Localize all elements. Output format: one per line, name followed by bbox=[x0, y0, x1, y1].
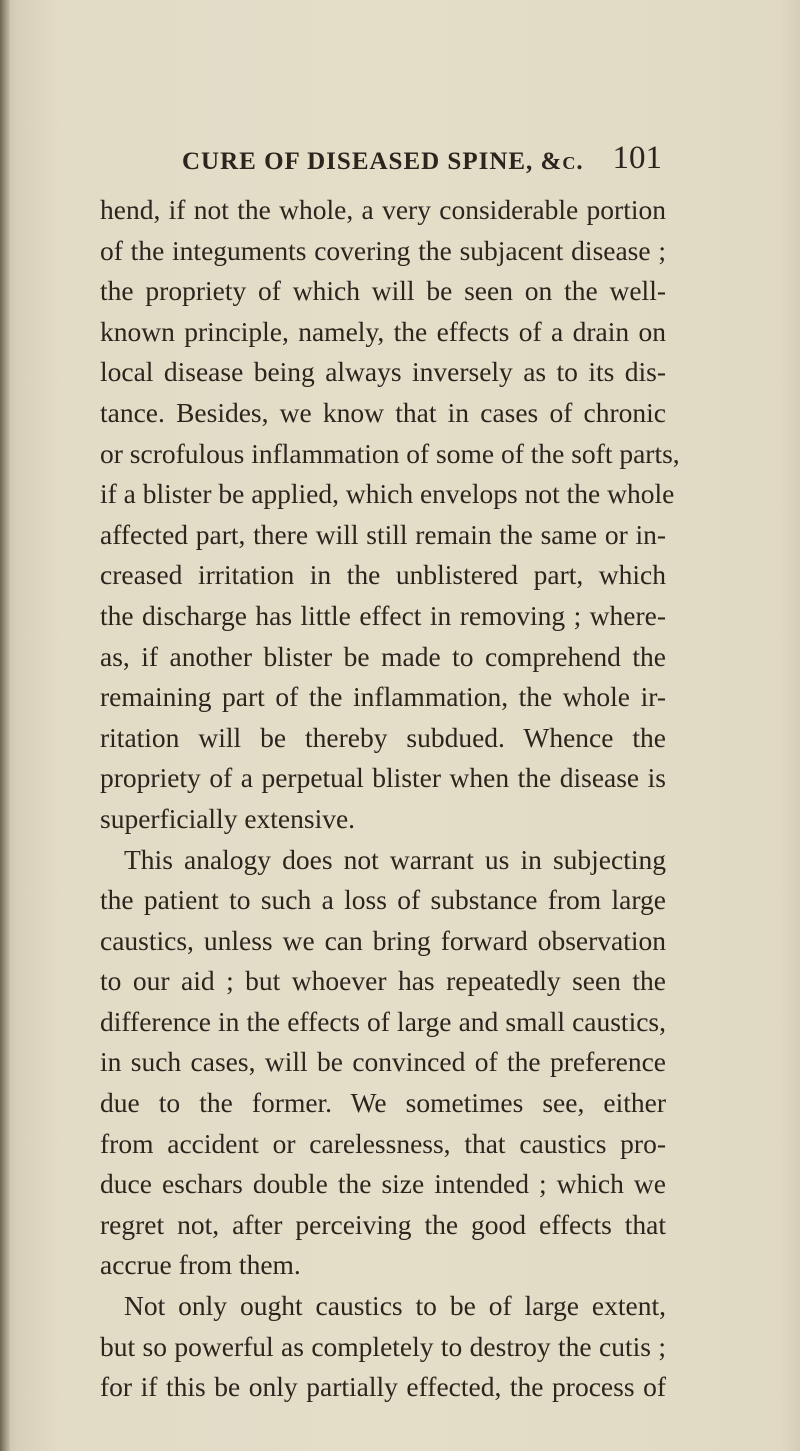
text-line: ritation will be thereby subdued. Whence the bbox=[100, 721, 666, 753]
text-line-paragraph-start: This analogy does not warrant us in subjecting bbox=[124, 843, 666, 875]
text-line: remaining part of the inflammation, the whole ir- bbox=[100, 681, 666, 713]
text-line: due to the former. We sometimes see, either bbox=[100, 1087, 666, 1119]
text-line: from accident or carelessness, that caustics pro- bbox=[100, 1127, 666, 1159]
body-text bbox=[100, 190, 680, 1408]
text-line: for if this be only partially effected, the process of bbox=[100, 1371, 666, 1403]
page-header bbox=[182, 140, 662, 180]
text-line: regret not, after perceiving the good effects that bbox=[100, 1208, 666, 1240]
text-line: affected part, there will still remain the same or in- bbox=[100, 518, 666, 550]
text-line: caustics, unless we can bring forward observation bbox=[100, 924, 666, 956]
text-line: to our aid ; but whoever has repeatedly seen the bbox=[100, 965, 666, 997]
text-line: the propriety of which will be seen on the well- bbox=[100, 275, 666, 307]
text-line-paragraph-end: accrue from them. bbox=[100, 1249, 301, 1281]
text-line: duce eschars double the size intended ; which we bbox=[100, 1168, 666, 1200]
text-line: but so powerful as completely to destroy the cutis ; bbox=[100, 1330, 666, 1362]
text-line-paragraph-start: Not only ought caustics to be of large extent, bbox=[124, 1290, 666, 1322]
text-line: of the integuments covering the subjacent disease ; bbox=[100, 234, 666, 266]
text-line-paragraph-end: superficially extensive. bbox=[100, 802, 356, 834]
text-line: if a blister be applied, which envelops not the whole bbox=[100, 478, 675, 510]
text-line: propriety of a perpetual blister when the disease is bbox=[100, 762, 666, 794]
text-line: tance. Besides, we know that in cases of chronic bbox=[100, 396, 666, 428]
page-number: 101 bbox=[612, 140, 662, 176]
text-line: local disease being always inversely as to its dis- bbox=[100, 356, 666, 388]
text-line: or scrofulous inflammation of some of the soft parts, bbox=[100, 437, 680, 469]
text-line: as, if another blister be made to comprehend the bbox=[100, 640, 666, 672]
text-line: in such cases, will be convinced of the preference bbox=[100, 1046, 666, 1078]
running-head: CURE OF DISEASED SPINE, &c. bbox=[182, 148, 584, 175]
page-binding-edge bbox=[0, 0, 10, 1451]
text-line: known principle, namely, the effects of a drain on bbox=[100, 315, 666, 347]
text-line: difference in the effects of large and small caustics, bbox=[100, 1005, 666, 1037]
text-line: the patient to such a loss of substance from large bbox=[100, 884, 666, 916]
text-line: hend, if not the whole, a very considerable portion bbox=[100, 194, 666, 225]
text-line: the discharge has little effect in removing ; where- bbox=[100, 599, 666, 631]
text-line: creased irritation in the unblistered part, which bbox=[100, 559, 666, 591]
